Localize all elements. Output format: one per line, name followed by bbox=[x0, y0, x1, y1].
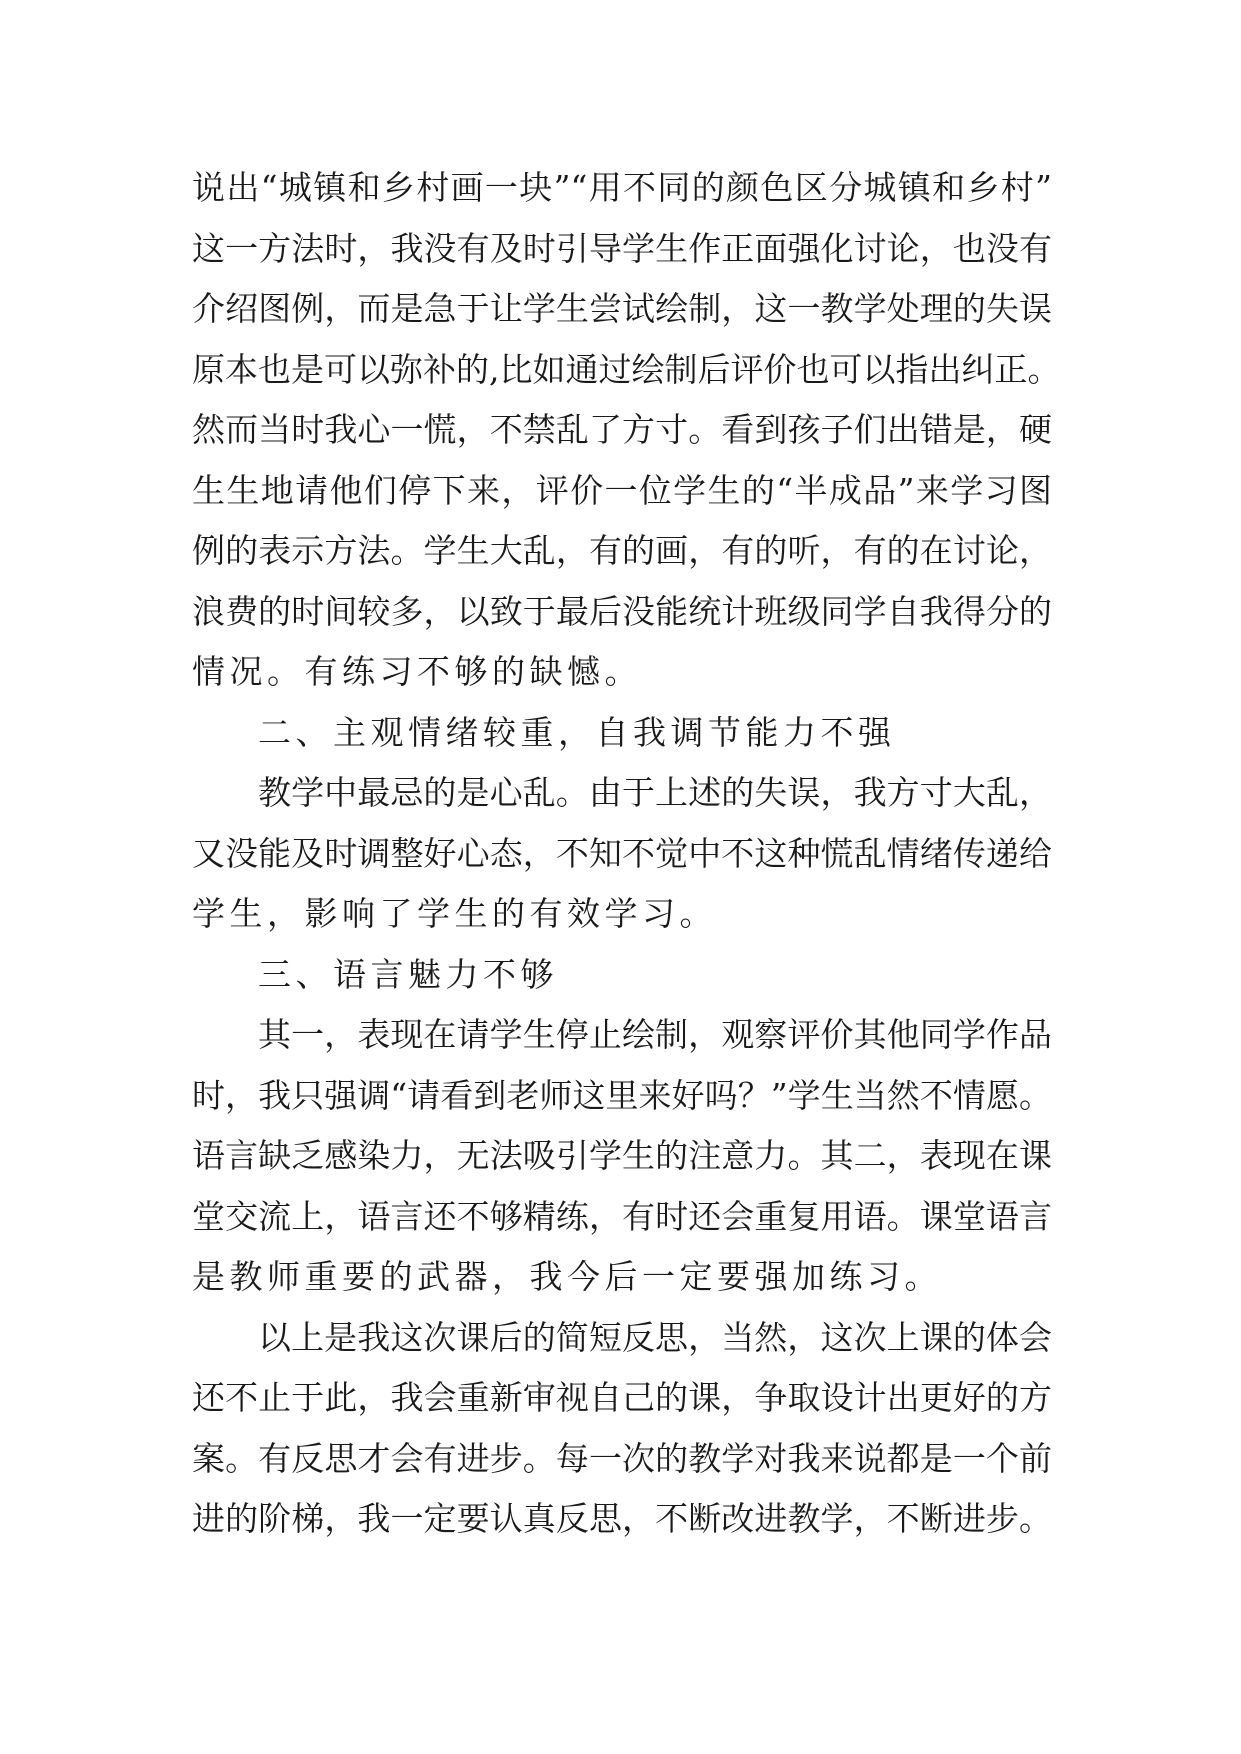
text-line: 情况。有练习不够的缺憾。 bbox=[192, 652, 642, 691]
text-line: 语言缺乏感染力，无法吸引学生的注意力。其二，表现在课 bbox=[192, 1136, 1052, 1175]
text-line: 案。有反思才会有进步。每一次的教学对我来说都是一个前 bbox=[192, 1438, 1052, 1478]
text-line: 生生地请他们停下来，评价一位学生的“半成品”来学习图 bbox=[192, 470, 1052, 510]
text-line: 以上是我这次课后的简短反思，当然，这次上课的体会 bbox=[258, 1317, 1052, 1357]
section-heading: 三、语言魅力不够 bbox=[258, 954, 558, 994]
text-line: 说出“城镇和乡村画一块”“用不同的颜色区分城镇和乡村” bbox=[192, 168, 1052, 207]
text-line: 介绍图例，而是急于让学生尝试绘制，这一教学处理的失误 bbox=[192, 289, 1052, 328]
text-line: 这一方法时，我没有及时引导学生作正面强化讨论，也没有 bbox=[192, 228, 1052, 268]
text-line: 堂交流上，语言还不够精练，有时还会重复用语。课堂语言 bbox=[192, 1196, 1052, 1236]
text-line: 教学中最忌的是心乱。由于上述的失误，我方寸大乱， bbox=[258, 773, 1052, 812]
text-line: 时，我只强调“请看到老师这里来好吗？”学生当然不情愿。 bbox=[192, 1075, 1052, 1115]
text-line: 进的阶梯，我一定要认真反思，不断改进教学，不断进步。 bbox=[192, 1499, 1052, 1538]
text-line: 原本也是可以弥补的,比如通过绘制后评价也可以指出纠正。 bbox=[192, 349, 1061, 389]
section-heading: 二、主观情绪较重，自我调节能力不强 bbox=[258, 712, 896, 752]
text-line: 又没能及时调整好心态，不知不觉中不这种慌乱情绪传递给 bbox=[192, 833, 1052, 873]
text-line: 例的表示方法。学生大乱，有的画，有的听，有的在讨论， bbox=[192, 531, 1052, 570]
document-body bbox=[192, 158, 1061, 1550]
text-line: 然而当时我心一慌，不禁乱了方寸。看到孩子们出错是，硬 bbox=[192, 410, 1052, 449]
text-line: 是教师重要的武器，我今后一定要强加练习。 bbox=[192, 1257, 942, 1296]
text-line: 还不止于此，我会重新审视自己的课，争取设计出更好的方 bbox=[192, 1378, 1052, 1417]
text-line: 浪费的时间较多，以致于最后没能统计班级同学自我得分的 bbox=[192, 591, 1052, 631]
text-line: 学生，影响了学生的有效学习。 bbox=[192, 894, 717, 933]
text-line: 其一，表现在请学生停止绘制，观察评价其他同学作品 bbox=[258, 1015, 1052, 1054]
